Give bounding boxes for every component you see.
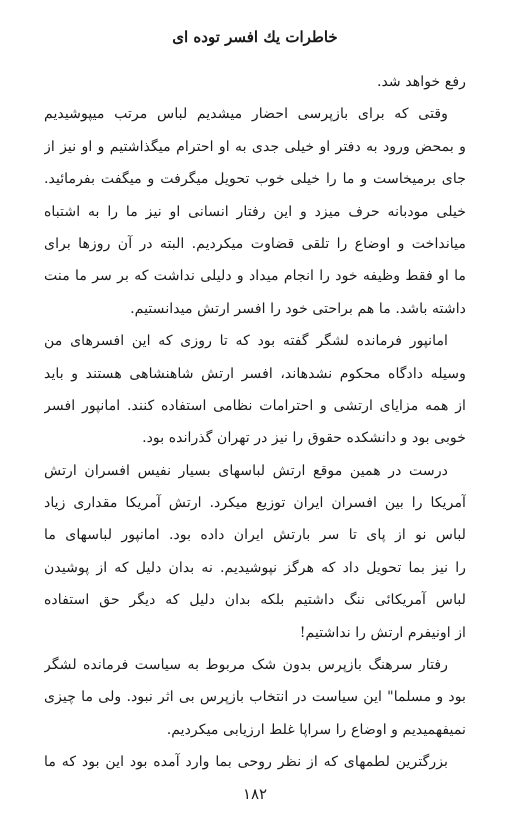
text-line: آمریکا را بین افسران ایران توزیع میکرد. ارتش آمریکا مقداری زیاد xyxy=(44,495,466,512)
text-line: و بمحض ورود به دفتر او خیلی جدی به او احترام میگذاشتیم و او نیز از xyxy=(44,138,466,155)
text-line: رفع خواهد شد. xyxy=(376,74,466,90)
text-line: از اونیفرم ارتش را نداشتیم! xyxy=(299,624,466,641)
text-line: ما او فقط وظیفه خود را انجام میداد و دلیلی نداشت که بر سر ما منت xyxy=(44,268,466,285)
text-line: رفتار سرهنگ بازپرس بدون شک مربوط به سیاست فرمانده لشگر xyxy=(44,657,448,674)
text-line: میانداخت و اوضاع را تلقی قضاوت میکردیم. البته در آن روزها برای xyxy=(44,235,466,252)
text-line: درست در همین موقع ارتش لباسهای بسیار نفیس افسران ارتش xyxy=(44,462,448,479)
body-text xyxy=(44,66,466,779)
text-line: خوبی بود و دانشکده حقوق را نیز در تهران گذرانده بود. xyxy=(142,430,466,447)
text-line: امانپور فرمانده لشگر گفته بود که تا روزی که این افسرهای من xyxy=(44,333,448,350)
text-line: بزرگترین لطمهای که از نظر روحی بما وارد آمده بود این بود که ما xyxy=(44,754,448,771)
text-line: داشته باشد. ما هم براحتی خود را افسر ارتش میدانستیم. xyxy=(130,300,466,317)
running-header: خاطرات يك افسر توده اى xyxy=(172,28,338,46)
text-line: بود و مسلما" این سیاست در انتخاب بازپرس بی اثر نبود. ولی ما چیزی xyxy=(44,689,466,706)
text-line: خیلی مودبانه حرف میزد و این رفتار انسانی او نیز ما را به اشتباه xyxy=(44,203,466,220)
text-line: لباس نو از پای تا سر بارتش ایران داده بود. امانپور لباسهای ما xyxy=(44,527,466,544)
text-line: از همه مزایای ارتشی و احترامات نظامی استفاده کنند. امانپور افسر xyxy=(44,397,466,414)
text-line: وسیله دادگاه محکوم نشدهاند، افسر ارتش شاهنشاهی هستند و باید xyxy=(44,365,466,382)
page-number: ۱۸۲ xyxy=(242,785,268,803)
text-line: جای برمیخاست و ما را خیلی خوب تحویل میگرفت و میگفت بفرمائید. xyxy=(44,171,466,188)
text-line: لباس آمریکائی ننگ داشتیم بلکه بدان دلیل که دیگر حق استفاده xyxy=(44,592,466,609)
text-line: را نیز بما تحویل داد که هرگز نپوشیدیم. نه بدان دلیل که از پوشیدن xyxy=(44,559,466,576)
text-line: نمیفهمیدیم و اوضاع را سراپا غلط ارزیابی میکردیم. xyxy=(166,721,466,738)
text-line: وقتی که برای بازپرسی احضار میشدیم لباس مرتب میپوشیدیم xyxy=(44,106,448,123)
